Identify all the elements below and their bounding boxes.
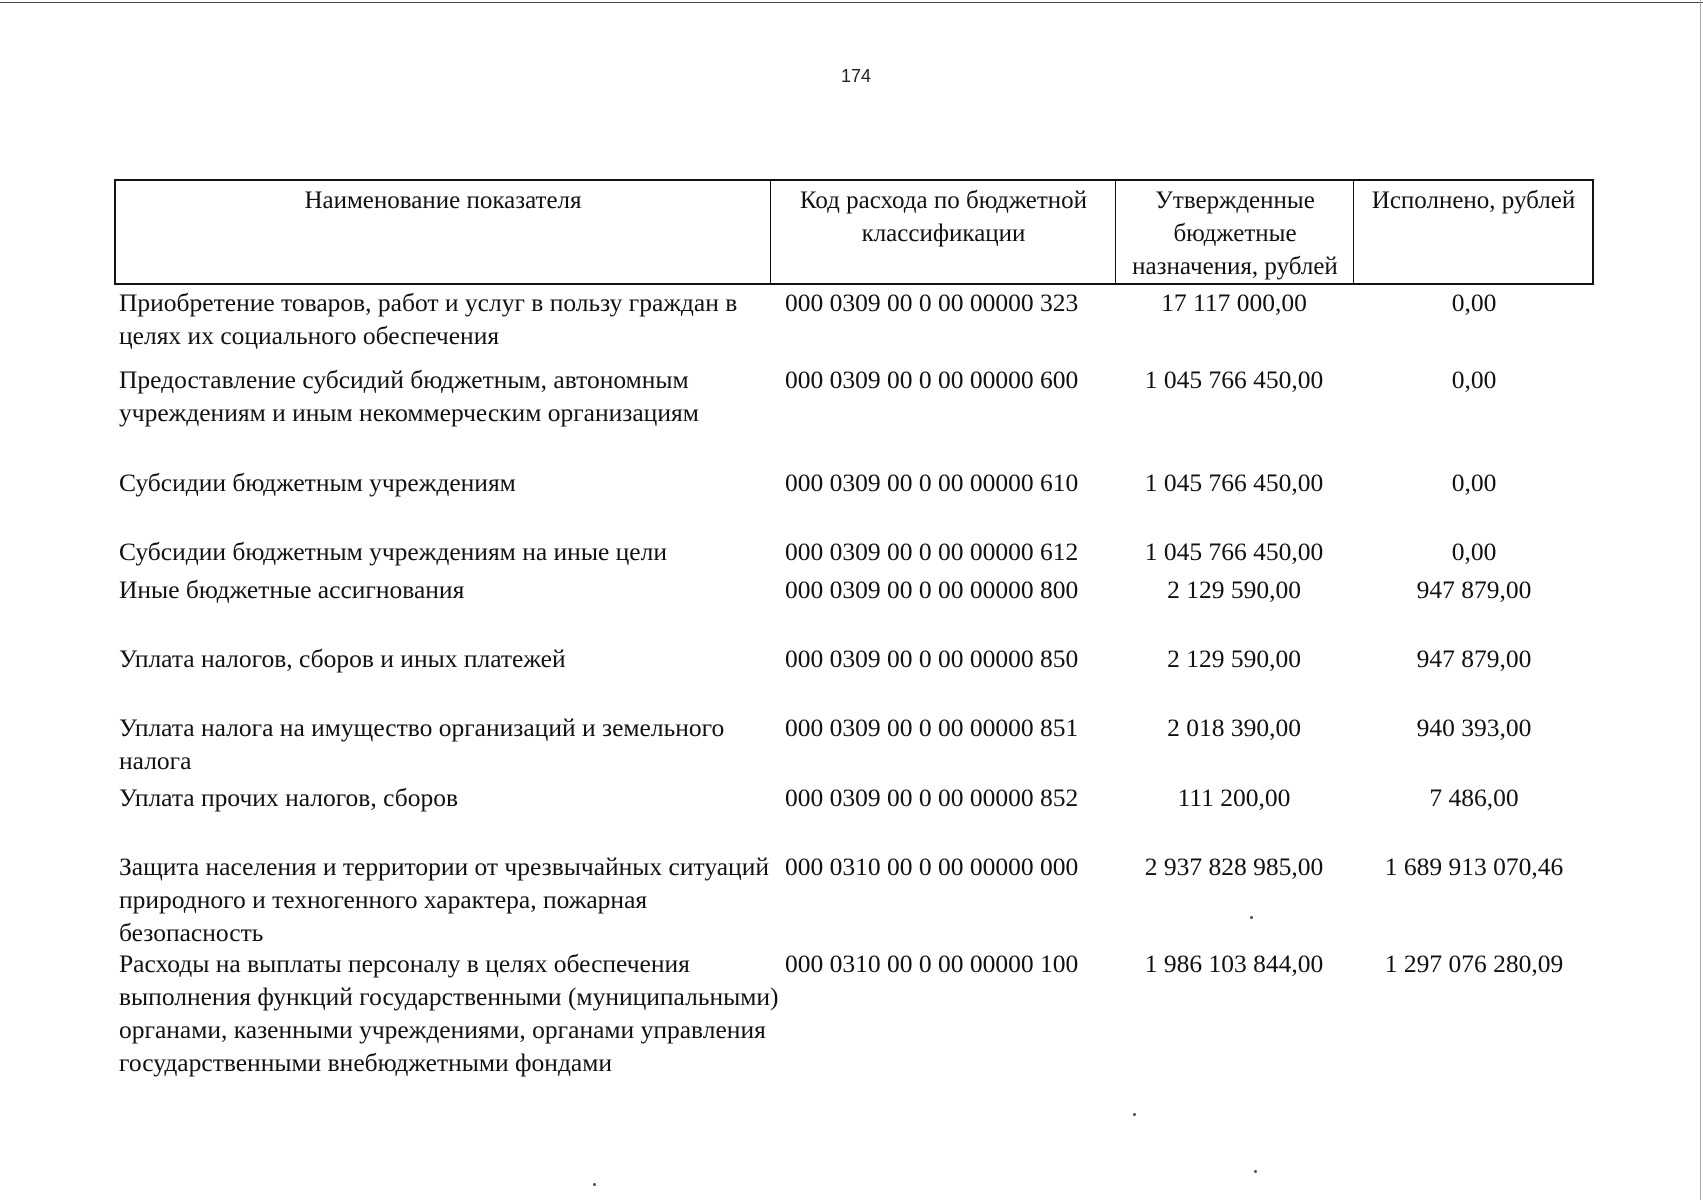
row-approved: 2 129 590,00 [1167,575,1301,604]
row-code: 000 0309 00 0 00 00000 612 [785,537,1079,566]
scan-speck [1254,1170,1257,1173]
header-divider [770,181,771,283]
header-name: Наименование показателя [304,187,582,214]
row-code: 000 0309 00 0 00 00000 850 [785,644,1079,673]
row-executed: 0,00 [1451,468,1497,497]
page-number: 174 [840,66,872,86]
row-executed: 0,00 [1451,288,1497,317]
row-name: Приобретение товаров, работ и услуг в пользу граждан в целях их социального обеспечения [119,288,738,350]
row-code: 000 0309 00 0 00 00000 852 [785,783,1079,812]
row-name: Субсидии бюджетным учреждениям на иные цели [119,537,667,566]
row-name: Предоставление субсидий бюджетным, автономным учреждениям и иным некоммерческим организациям [119,365,699,427]
header-divider [1353,181,1354,283]
row-code: 000 0309 00 0 00 00000 851 [785,713,1079,742]
row-name: Защита населения и территории от чрезвычайных ситуаций природного и техногенного характера, пожарная безопасность [119,852,770,947]
scan-edge-right [1700,0,1701,1200]
row-executed: 0,00 [1451,365,1497,394]
row-code: 000 0310 00 0 00 00000 100 [785,949,1079,978]
row-code: 000 0310 00 0 00 00000 000 [785,852,1079,881]
row-approved: 111 200,00 [1177,783,1291,812]
row-code: 000 0309 00 0 00 00000 323 [785,288,1079,317]
row-code: 000 0309 00 0 00 00000 600 [785,365,1079,394]
row-name: Уплата прочих налогов, сборов [119,783,458,812]
row-approved: 1 045 766 450,00 [1144,468,1324,497]
scan-edge-top [0,2,1703,3]
row-name: Уплата налогов, сборов и иных платежей [119,644,566,673]
row-approved: 2 937 828 985,00 [1144,852,1324,881]
scan-speck [1250,916,1253,919]
row-executed: 1 689 913 070,46 [1384,852,1564,881]
row-name: Уплата налога на имущество организаций и земельного налога [119,713,725,775]
header-approved: Утвержденные бюджетные назначения, рублей [1132,187,1338,280]
header-code: Код расхода по бюджетной классификации [799,187,1088,247]
scan-speck [1133,1113,1136,1116]
row-name: Расходы на выплаты персоналу в целях обеспечения выполнения функций государственными (муниципальными) органами, казенными учреждениями, органами управления государственными внебюджетными фондами [119,949,779,1077]
row-approved: 2 018 390,00 [1167,713,1301,742]
row-approved: 17 117 000,00 [1161,288,1307,317]
scan-speck [593,1183,596,1186]
header-divider [1115,181,1116,283]
table-header [114,179,1594,285]
row-code: 000 0309 00 0 00 00000 610 [785,468,1079,497]
row-executed: 7 486,00 [1429,783,1519,812]
row-name: Иные бюджетные ассигнования [119,575,465,604]
row-name: Субсидии бюджетным учреждениям [119,468,516,497]
row-executed: 947 879,00 [1416,575,1532,604]
row-executed: 947 879,00 [1416,644,1532,673]
row-executed: 0,00 [1451,537,1497,566]
row-approved: 1 986 103 844,00 [1144,949,1324,978]
row-code: 000 0309 00 0 00 00000 800 [785,575,1079,604]
header-executed: Исполнено, рублей [1371,187,1576,214]
row-executed: 1 297 076 280,09 [1384,949,1564,978]
row-approved: 2 129 590,00 [1167,644,1301,673]
row-executed: 940 393,00 [1416,713,1532,742]
row-approved: 1 045 766 450,00 [1144,537,1324,566]
row-approved: 1 045 766 450,00 [1144,365,1324,394]
